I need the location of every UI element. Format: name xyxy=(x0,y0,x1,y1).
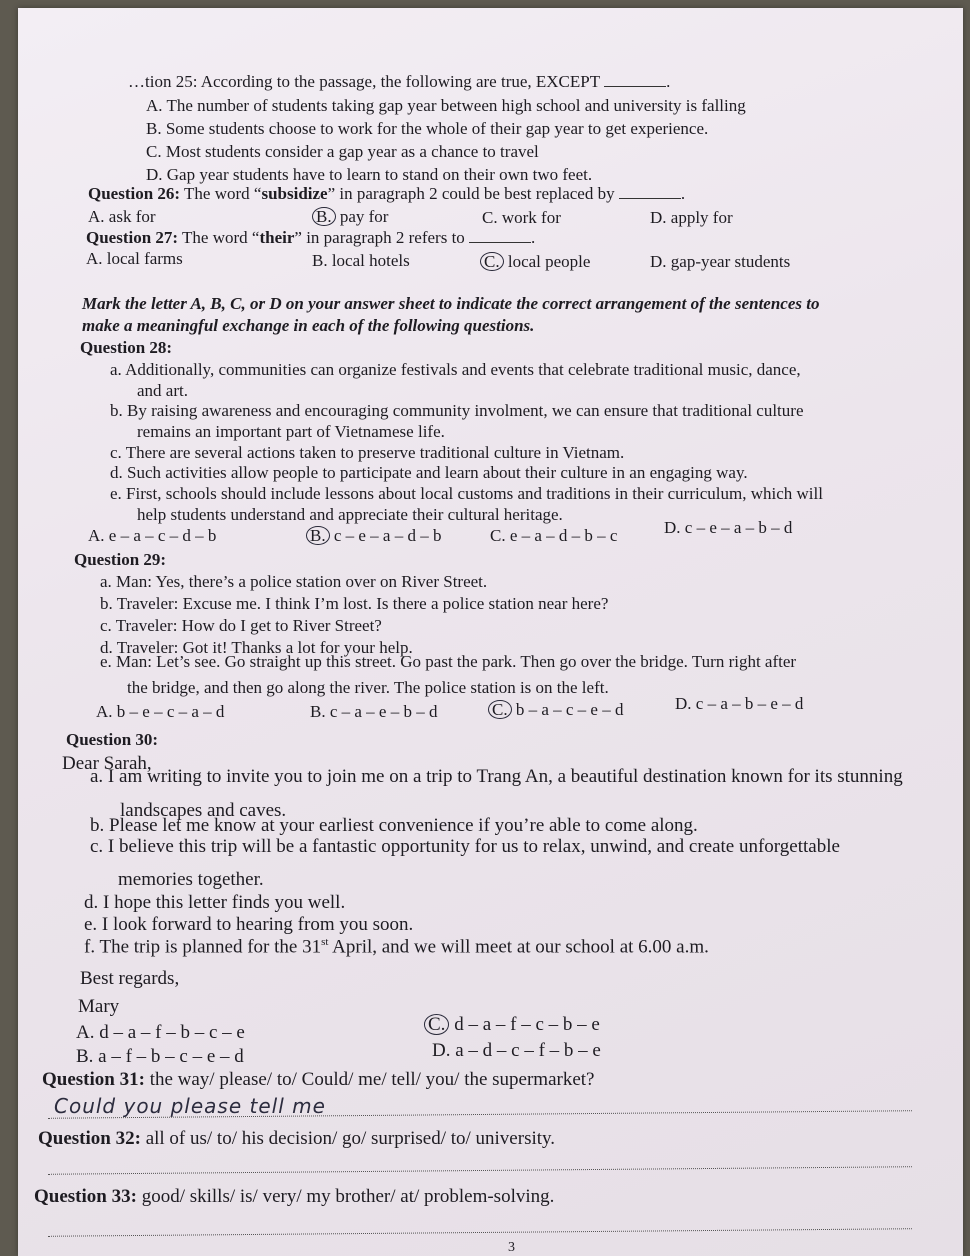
q30-sentence-b: b. Please let me know at your earliest convenience if you’re able to come along. xyxy=(90,815,698,836)
q28-selected-mark: B. xyxy=(306,526,330,545)
instructions-line-1: Mark the letter A, B, C, or D on your answer sheet to indicate the correct arrangement of the sentences to xyxy=(82,294,820,313)
q29-option-c: C. b – a – c – e – d xyxy=(488,700,623,720)
q28-option-d: D. c – e – a – b – d xyxy=(664,518,793,537)
q30-option-a: A. d – a – f – b – c – e xyxy=(76,1022,245,1043)
q29-option-a: A. b – e – c – a – d xyxy=(96,702,225,721)
q26-stem: Question 26: The word “subsidize” in paragraph 2 could be best replaced by . xyxy=(88,184,686,203)
q28-sentence-e: e. First, schools should include lessons about local customs and traditions in their curriculum, which will xyxy=(110,484,823,503)
q28-sentence-b-cont: remains an important part of Vietnamese life. xyxy=(137,422,445,441)
q30-sentence-f: f. The trip is planned for the 31st April, and we will meet at our school at 6.00 a.m. xyxy=(84,936,709,958)
q25-blank xyxy=(604,86,666,87)
q30-option-c: C. d – a – f – c – b – e xyxy=(424,1014,600,1036)
q29-sentence-e: e. Man: Let’s see. Go straight up this street. Go past the park. Then go over the bridge. Turn right after xyxy=(100,652,797,671)
q28-option-a: A. e – a – c – d – b xyxy=(88,526,217,545)
q26-option-b: B. pay for xyxy=(312,207,388,227)
q31-handwritten-answer: Could you please tell me xyxy=(54,1094,326,1118)
q29-sentence-c: c. Traveler: How do I get to River Street? xyxy=(100,616,382,635)
q25-option-d: D. Gap year students have to learn to stand on their own two feet. xyxy=(146,165,593,184)
q28-option-c: C. e – a – d – b – c xyxy=(490,526,618,545)
q29-option-b: B. c – a – e – b – d xyxy=(310,702,438,721)
q29-sentence-d: d. Traveler: Got it! Thanks a lot for your help. xyxy=(100,638,413,657)
q30-greeting: Dear Sarah, xyxy=(62,753,152,774)
q30-title: Question 30: xyxy=(66,730,159,749)
q30-signature: Mary xyxy=(78,996,120,1017)
q25-option-b: B. Some students choose to work for the whole of their gap year to get experience. xyxy=(146,119,709,138)
q27-option-b: B. local hotels xyxy=(312,251,410,270)
instructions-line-2: make a meaningful exchange in each of the following questions. xyxy=(82,316,535,335)
q28-title: Question 28: xyxy=(80,338,173,357)
q30-sentence-d: d. I hope this letter finds you well. xyxy=(84,892,346,913)
q30-option-d: D. a – d – c – f – b – e xyxy=(432,1040,601,1061)
q27-option-c: C. local people xyxy=(480,252,590,272)
q26-option-c: C. work for xyxy=(482,208,561,227)
q30-closing: Best regards, xyxy=(80,968,180,989)
q25-option-c: C. Most students consider a gap year as a chance to travel xyxy=(146,142,539,161)
q30-sentence-e: e. I look forward to hearing from you soon. xyxy=(84,914,414,935)
q30-sentence-a-cont: landscapes and caves. xyxy=(120,800,287,821)
q25-option-a: A. The number of students taking gap year between high school and university is falling xyxy=(146,96,746,115)
q27-stem: Question 27: The word “their” in paragraph 2 refers to . xyxy=(86,228,536,247)
q28-sentence-a: a. Additionally, communities can organize festivals and events that celebrate traditional music, dance, xyxy=(110,360,801,379)
q33-prompt: Question 33: good/ skills/ is/ very/ my brother/ at/ problem-solving. xyxy=(34,1186,555,1207)
q27-option-a: A. local farms xyxy=(86,249,183,268)
q29-sentence-e-cont: the bridge, and then go along the river. The police station is on the left. xyxy=(127,678,609,697)
page-number: 3 xyxy=(508,1240,515,1255)
q32-prompt: Question 32: all of us/ to/ his decision/ go/ surprised/ to/ university. xyxy=(38,1128,556,1149)
q29-option-d: D. c – a – b – e – d xyxy=(675,694,804,713)
q29-title: Question 29: xyxy=(74,550,167,569)
q30-sentence-c: c. I believe this trip will be a fantastic opportunity for us to relax, unwind, and create unforgettable xyxy=(90,836,840,857)
q26-option-a: A. ask for xyxy=(88,207,156,226)
q26-selected-mark: B. xyxy=(312,207,336,226)
q27-option-d: D. gap-year students xyxy=(650,252,791,271)
q30-option-b: B. a – f – b – c – e – d xyxy=(76,1046,244,1067)
q29-sentence-b: b. Traveler: Excuse me. I think I’m lost. Is there a police station near here? xyxy=(100,594,609,613)
q28-sentence-d: d. Such activities allow people to participate and learn about their culture in an engaging way. xyxy=(110,463,748,482)
q28-sentence-a-cont: and art. xyxy=(137,381,188,400)
q29-selected-mark: C. xyxy=(488,700,512,719)
q30-sentence-a: a. I am writing to invite you to join me on a trip to Trang An, a beautiful destination known for its stunning xyxy=(90,766,903,787)
q28-option-b: B. c – e – a – d – b xyxy=(306,526,441,546)
q27-selected-mark: C. xyxy=(480,252,504,271)
q30-sentence-c-cont: memories together. xyxy=(118,869,264,890)
q26-option-d: D. apply for xyxy=(650,208,733,227)
q28-sentence-e-cont: help students understand and appreciate their cultural heritage. xyxy=(137,505,563,524)
q30-selected-mark: C. xyxy=(424,1014,449,1035)
q29-sentence-a: a. Man: Yes, there’s a police station over on River Street. xyxy=(100,572,488,591)
q28-sentence-b: b. By raising awareness and encouraging community involment, we can ensure that traditional culture xyxy=(110,401,804,420)
q25-stem: …tion 25: According to the passage, the following are true, EXCEPT . xyxy=(128,72,671,91)
q31-prompt: Question 31: the way/ please/ to/ Could/ me/ tell/ you/ the supermarket? xyxy=(42,1069,595,1090)
q28-sentence-c: c. There are several actions taken to preserve traditional culture in Vietnam. xyxy=(110,443,625,462)
